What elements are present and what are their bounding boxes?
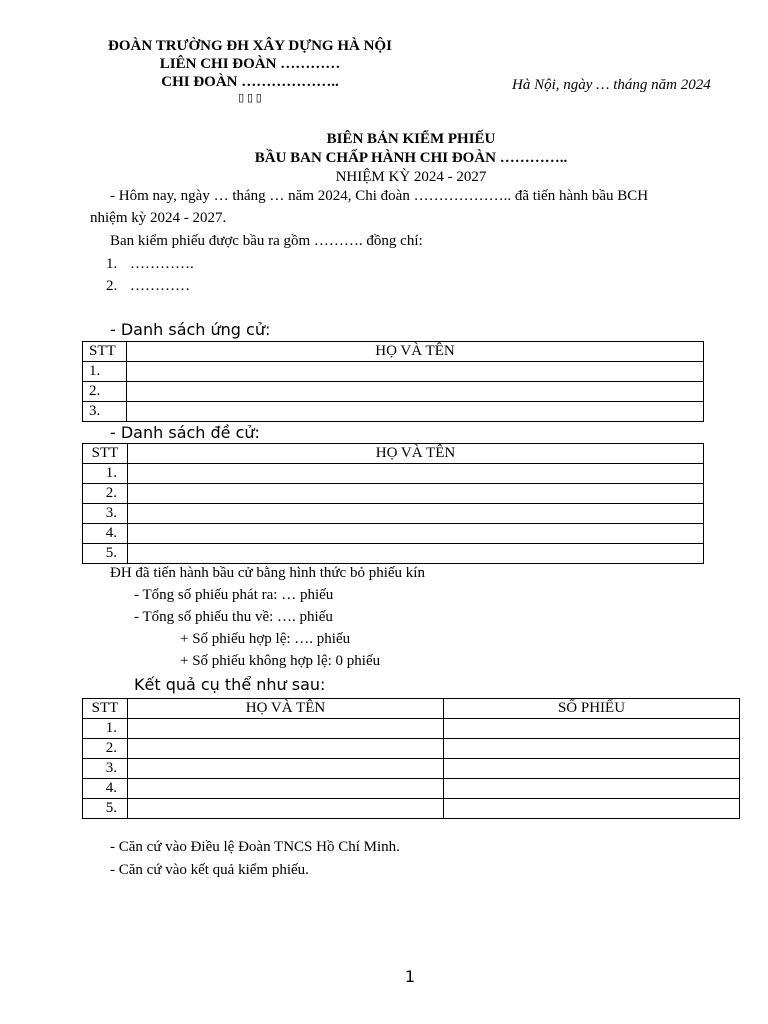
intro-para2: Ban kiểm phiếu được bầu ra gồm ………. đồng chí: <box>110 233 423 249</box>
votes-cell <box>444 719 740 739</box>
candidates-table <box>82 341 704 422</box>
row-num: 2. <box>83 739 128 759</box>
votes-cell <box>444 759 740 779</box>
table-row <box>83 504 704 524</box>
row-num: 3. <box>83 504 128 524</box>
ballots-invalid: + Số phiếu không hợp lệ: 0 phiếu <box>180 653 381 669</box>
table-row <box>83 544 704 564</box>
table-header-row <box>83 699 740 719</box>
name-cell <box>128 739 444 759</box>
member-1-num: 1. <box>106 256 118 272</box>
table-row <box>83 739 740 759</box>
table-row <box>83 779 740 799</box>
votes-cell <box>444 779 740 799</box>
table-row <box>83 484 704 504</box>
row-num: 5. <box>83 799 128 819</box>
name-cell <box>128 524 704 544</box>
row-num: 2. <box>83 382 127 402</box>
org-name: ĐOÀN TRƯỜNG ĐH XÂY DỰNG HÀ NỘI <box>108 38 392 54</box>
intro-para1: - Hôm nay, ngày … tháng … năm 2024, Chi đoàn ……………….. đã tiến hành bầu BCH <box>110 188 649 204</box>
row-num: 5. <box>83 544 128 564</box>
intro-para1-cont: nhiệm kỳ 2024 - 2027. <box>90 210 227 226</box>
union-branch: LIÊN CHI ĐOÀN ………… <box>159 56 341 72</box>
doc-title: BIÊN BẢN KIỂM PHIẾU <box>326 131 496 147</box>
col-name: HỌ VÀ TÊN <box>128 699 444 719</box>
col-stt: STT <box>83 699 128 719</box>
results-heading: Kết quả cụ thể như sau: <box>134 675 326 694</box>
member-1: …………. <box>130 256 194 272</box>
table-header-row <box>83 444 704 464</box>
place-date: Hà Nội, ngày … tháng năm 2024 <box>512 77 711 93</box>
doc-term: NHIỆM KỲ 2024 - 2027 <box>335 169 487 185</box>
col-stt: STT <box>83 444 128 464</box>
chapter-name: CHI ĐOÀN ……………….. <box>161 74 339 90</box>
member-2-num: 2. <box>106 278 118 294</box>
row-num: 1. <box>83 362 127 382</box>
name-cell <box>128 799 444 819</box>
nominees-heading: - Danh sách đề cử: <box>110 423 260 442</box>
table-row <box>83 524 704 544</box>
row-num: 1. <box>83 464 128 484</box>
name-cell <box>127 382 704 402</box>
name-cell <box>128 779 444 799</box>
table-row <box>83 799 740 819</box>
basis-results: - Căn cứ vào kết quả kiểm phiếu. <box>110 862 309 878</box>
table-header-row <box>83 342 704 362</box>
nominees-table <box>82 443 704 564</box>
row-num: 3. <box>83 759 128 779</box>
table-row <box>83 464 704 484</box>
col-name: HỌ VÀ TÊN <box>128 444 704 464</box>
doc-subtitle: BẦU BAN CHẤP HÀNH CHI ĐOÀN ………….. <box>254 150 568 166</box>
col-stt: STT <box>83 342 127 362</box>
results-table <box>82 698 740 819</box>
ballots-valid: + Số phiếu hợp lệ: …. phiếu <box>180 631 351 647</box>
row-num: 2. <box>83 484 128 504</box>
col-votes: SỐ PHIẾU <box>444 699 740 719</box>
votes-cell <box>444 799 740 819</box>
candidates-heading: - Danh sách ứng cử: <box>110 320 271 339</box>
row-num: 4. <box>83 524 128 544</box>
header-ornament: ▯ ▯ ▯ <box>238 92 262 104</box>
row-num: 4. <box>83 779 128 799</box>
table-row <box>83 402 704 422</box>
table-row <box>83 719 740 739</box>
name-cell <box>128 544 704 564</box>
row-num: 1. <box>83 719 128 739</box>
col-name: HỌ VÀ TÊN <box>127 342 704 362</box>
voting-method: ĐH đã tiến hành bầu cử bằng hình thức bỏ phiếu kín <box>110 565 425 581</box>
table-row <box>83 382 704 402</box>
basis-charter: - Căn cứ vào Điều lệ Đoàn TNCS Hồ Chí Minh. <box>110 839 400 855</box>
name-cell <box>127 362 704 382</box>
name-cell <box>128 484 704 504</box>
page-number: 1 <box>404 967 416 986</box>
name-cell <box>127 402 704 422</box>
votes-cell <box>444 739 740 759</box>
table-row <box>83 759 740 779</box>
name-cell <box>128 719 444 739</box>
table-row <box>83 362 704 382</box>
ballots-issued: - Tổng số phiếu phát ra: … phiếu <box>134 587 334 603</box>
name-cell <box>128 759 444 779</box>
name-cell <box>128 504 704 524</box>
member-2: ………… <box>130 278 190 294</box>
row-num: 3. <box>83 402 127 422</box>
ballots-collected: - Tổng số phiếu thu về: …. phiếu <box>134 609 333 625</box>
name-cell <box>128 464 704 484</box>
